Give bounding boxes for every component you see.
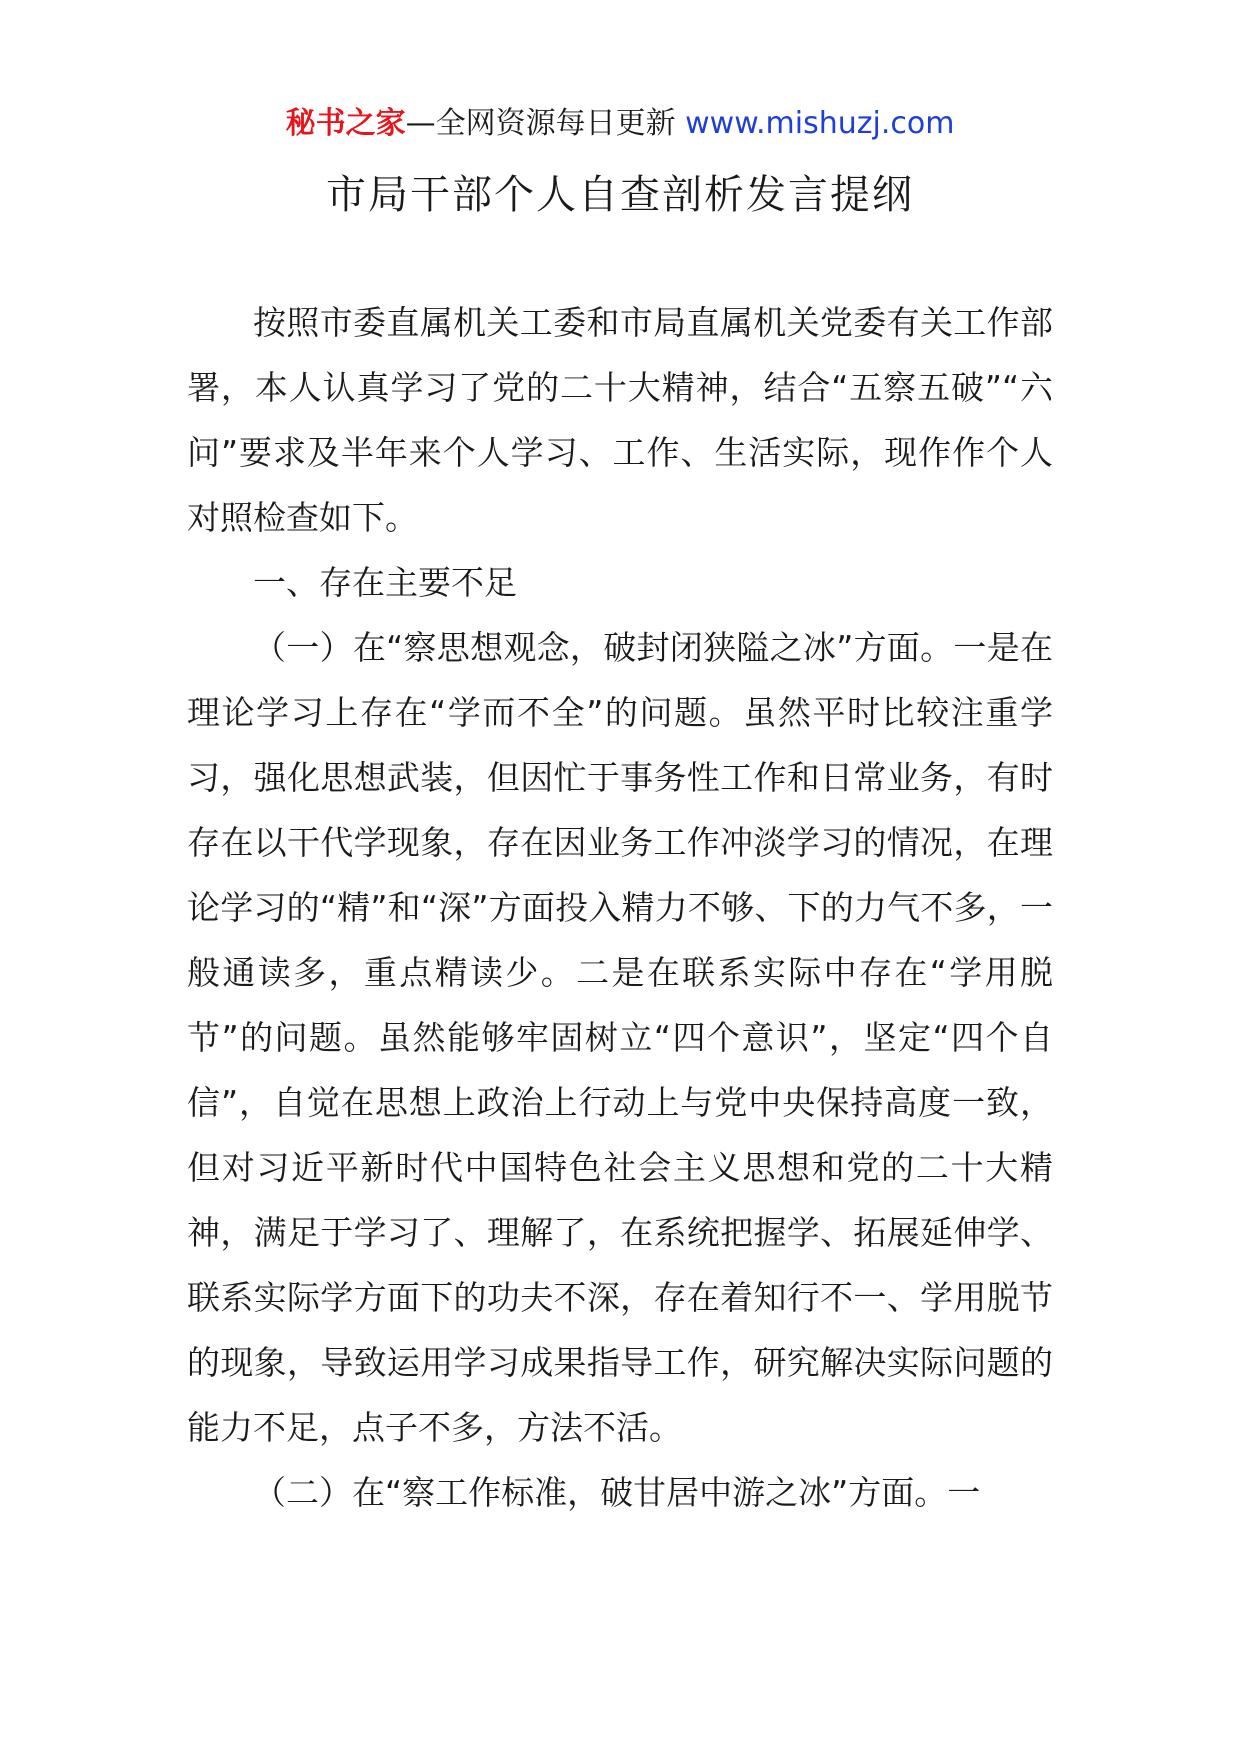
- brand-name: 秘书之家: [285, 106, 406, 141]
- intro-paragraph: 按照市委直属机关工委和市局直属机关党委有关工作部署，本人认真学习了党的二十大精神，结合“五察五破”“六问”要求及半年来个人学习、工作、生活实际，现作作个人对照检查如下。: [187, 303, 1053, 537]
- document-title: 市局干部个人自查剖析发言提纲: [326, 172, 914, 218]
- document-body: [187, 290, 1053, 1525]
- header-tagline: —全网资源每日更新: [405, 106, 686, 141]
- section-heading: 一、存在主要不足: [253, 563, 517, 602]
- body-paragraph: （一）在“察思想观念，破封闭狭隘之冰”方面。一是在理论学习上存在“学而不全”的问题。虽然平时比较注重学习，强化思想武装，但因忙于事务性工作和日常业务，有时存在以干代学现象，存在因业务工作冲淡学习的情况，在理论学习的“精”和“深”方面投入精力不够、下的力气不多，一般通读多，重点精读少。二是在联系实际中存在“学用脱节”的问题。虽然能够牢固树立“四个意识”，坚定“四个自信”，自觉在思想上政治上行动上与党中央保持高度一致，但对习近平新时代中国特色社会主义思想和党的二十大精神，满足于学习了、理解了，在系统把握学、拓展延伸学、联系实际学方面下的功夫不深，存在着知行不一、学用脱节的现象，导致运用学习成果指导工作，研究解决实际问题的能力不足，点子不多，方法不活。: [187, 628, 1053, 1447]
- site-url-link[interactable]: www.mishuzj.com: [685, 106, 955, 141]
- body-paragraph: （二）在“察工作标准，破甘居中游之冰”方面。一: [253, 1473, 981, 1512]
- site-header: [0, 104, 1240, 144]
